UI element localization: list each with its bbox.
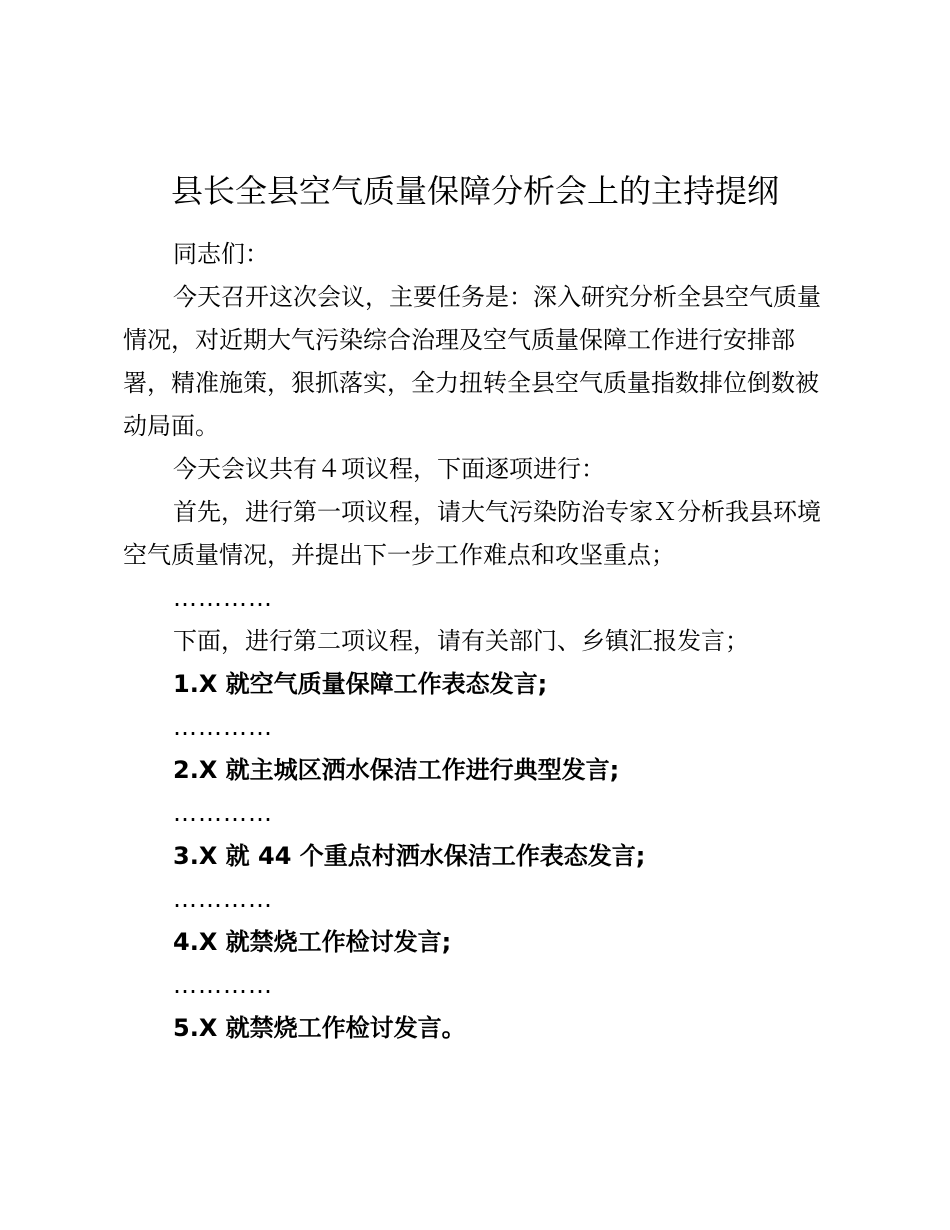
document-body bbox=[123, 233, 823, 1050]
intro-paragraph: 今天召开这次会议，主要任务是：深入研究分析全县空气质量情况，对近期大气污染综合治理及空气质量保障工作进行安排部署，精准施策，狠抓落实，全力扭转全县空气质量指数排位倒数被动局面。 bbox=[123, 283, 821, 440]
ellipsis: ………… bbox=[173, 799, 273, 827]
speech-item-2: 2.X 就主城区洒水保洁工作进行典型发言; bbox=[173, 756, 620, 784]
agenda-item-2: 下面，进行第二项议程，请有关部门、乡镇汇报发言； bbox=[173, 627, 749, 655]
salutation: 同志们： bbox=[173, 240, 269, 268]
speech-item-3: 3.X 就 44 个重点村洒水保洁工作表态发言; bbox=[173, 842, 646, 870]
speech-item-1: 1.X 就空气质量保障工作表态发言; bbox=[173, 670, 548, 698]
ellipsis: ………… bbox=[173, 885, 273, 913]
ellipsis: ………… bbox=[173, 971, 273, 999]
agenda-item-1: 首先，进行第一项议程，请大气污染防治专家Ｘ分析我县环境空气质量情况，并提出下一步工作难点和攻坚重点； bbox=[123, 498, 821, 569]
ellipsis: ………… bbox=[173, 584, 273, 612]
agenda-overview: 今天会议共有４项议程，下面逐项进行： bbox=[173, 455, 605, 483]
ellipsis: ………… bbox=[173, 713, 273, 741]
speech-item-4: 4.X 就禁烧工作检讨发言; bbox=[173, 928, 452, 956]
document-title: 县长全县空气质量保障分析会上的主持提纲 bbox=[170, 172, 779, 210]
speech-item-5: 5.X 就禁烧工作检讨发言。 bbox=[173, 1014, 466, 1042]
